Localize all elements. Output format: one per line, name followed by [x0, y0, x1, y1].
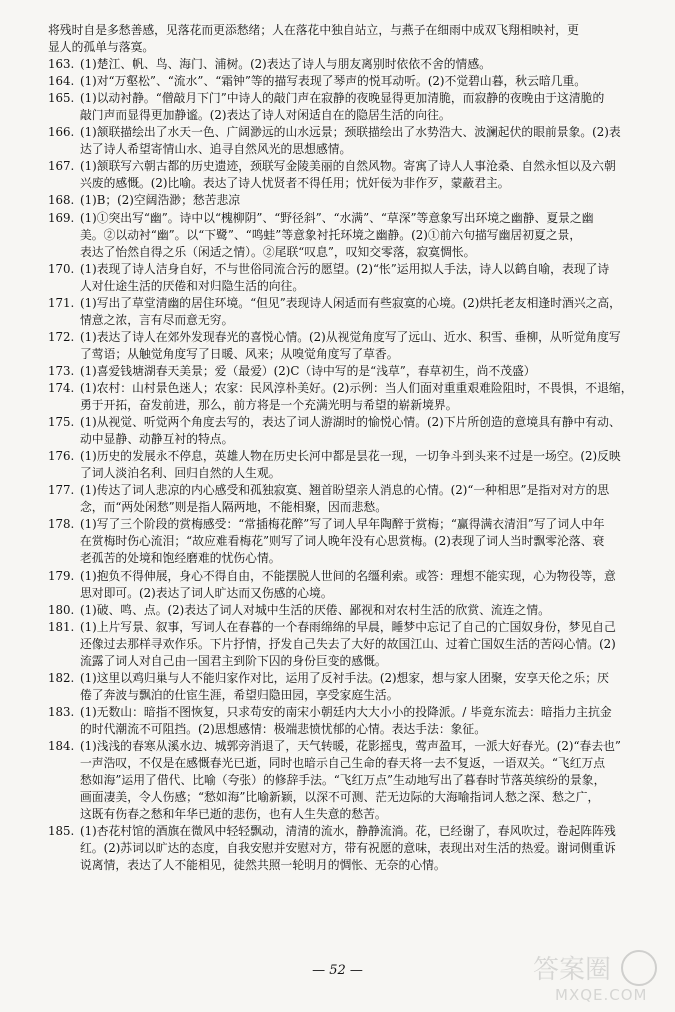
- answer-line: 敲门声而显得更加静谧。(2)表达了诗人对闲适自在的隐居生活的向往。: [80, 108, 451, 123]
- answer-list: [48, 56, 648, 874]
- answer-line: 说离情，表达了人不能相见，徒然共照一轮明月的惆怅、无奈的心情。: [80, 858, 446, 873]
- answer-line: 思对即可。(2)表达了词人旷达而又伤感的心境。: [80, 585, 333, 600]
- answer-line: 了词人淡泊名利、回归自然的人生观。: [80, 466, 281, 481]
- answer-line: (1)从视觉、听觉两个角度去写的，表达了词人游湖时的愉悦心情。(2)下片所创造的意境具有静中有动、: [80, 415, 621, 430]
- answer-line: 人对仕途生活的厌倦和对归隐生活的向往。: [80, 278, 305, 293]
- watermark-url: MXQE.COM: [555, 986, 648, 1004]
- answer-line: 画面凄美，令人伤感；“愁如海”比喻新颖，以深不可测、茫无边际的大海喻指词人愁之深、愁之广，: [80, 790, 600, 805]
- answer-number: 167.: [48, 159, 75, 174]
- answer-line: (1)杏花村馆的酒旗在微风中轻轻飘动，清清的流水，静静流淌。花，已经谢了，春风吹过，卷起阵阵残: [80, 824, 616, 839]
- answer-item: [48, 210, 648, 261]
- answer-line: (1)写出了草堂清幽的居住环境。“但见”表现诗人闲适而有些寂寞的心境。(2)烘托老友相逢时酒兴之高，: [80, 295, 621, 310]
- answer-number: 163.: [48, 57, 75, 72]
- answer-line: 老孤苦的处境和饱经磨难的忧伤心情。: [80, 551, 281, 566]
- answer-line: (1)农村：山村景色迷人；农家：民风淳朴美好。(2)示例：当人们面对重重艰难险阻时，不畏惧，不退缩，: [80, 380, 633, 395]
- answer-number: 168.: [48, 193, 75, 208]
- answer-item: [48, 568, 648, 602]
- answer-line: (1)①突出写“幽”。诗中以“槐柳阴”、“野径斜”、“水满”、“草深”等意象写出环境之幽静、夏景之幽: [80, 210, 594, 225]
- answer-number: 183.: [48, 704, 75, 719]
- watermark-text: 答案圈: [533, 955, 612, 985]
- answer-item: [48, 192, 648, 209]
- answer-line: (1)B；(2)空阔浩渺；愁苦悲凉: [80, 193, 241, 208]
- answer-number: 178.: [48, 517, 75, 532]
- answer-page: [48, 22, 648, 874]
- continuation-block: [48, 22, 648, 56]
- answer-number: 165.: [48, 91, 75, 106]
- answer-item: [48, 329, 648, 363]
- answer-number: 181.: [48, 619, 75, 634]
- continuation-line: 显人的孤单与落寞。: [48, 40, 155, 55]
- answer-line: (1)写了三个阶段的赏梅感受：“常插梅花醉”写了词人早年陶醉于赏梅；“赢得满衣清泪”写了词人中年: [80, 517, 605, 532]
- answer-line: 流露了词人对自己由一国君主到阶下囚的身份巨变的感慨。: [80, 653, 387, 668]
- answer-line: (1)楚江、帆、鸟、海门、浦树。(2)表达了诗人与朋友离别时依依不舍的情感。: [80, 57, 491, 72]
- answer-item: [48, 823, 648, 874]
- answer-number: 172.: [48, 329, 75, 344]
- page-number: — 52 —: [312, 963, 363, 978]
- answer-item: [48, 414, 648, 448]
- answer-line: (1)以动衬静。“僧敲月下门”中诗人的敲门声在寂静的夜晚显得更加清脆，而寂静的夜晚由于这清脆的: [80, 91, 605, 106]
- answer-item: [48, 56, 648, 73]
- answer-line: 倦了奔波与飘泊的仕宦生涯，希望归隐田园，享受家庭生活。: [80, 687, 399, 702]
- answer-line: 兴废的感慨。(2)比喻。表达了诗人忧贤者不得任用；忧奸佞为非作歹，蒙蔽君主。: [80, 176, 510, 191]
- answer-line: 勇于开拓，奋发前进，那么，前方将是一个充满光明与希望的崭新境界。: [80, 398, 458, 413]
- answer-number: 176.: [48, 449, 75, 464]
- continuation-line: 将残时自是多愁善感，见落花而更添愁绪；人在落花中独自站立，与燕子在细雨中成双飞翔相映衬，更: [48, 23, 579, 37]
- answer-line: (1)浅浅的春寒从溪水边、城郭旁消退了，天气转暖，花影摇曳，莺声盈耳，一派大好春光。(2)“春去也”: [80, 738, 621, 753]
- answer-item: [48, 158, 648, 192]
- answer-item: [48, 124, 648, 158]
- answer-item: [48, 90, 648, 124]
- answer-item: [48, 295, 648, 329]
- answer-line: 了莺语；从触觉角度写了日暖、风来；从嗅觉角度写了草香。: [80, 346, 399, 361]
- answer-number: 170.: [48, 261, 75, 276]
- answer-item: [48, 619, 648, 670]
- answer-item: [48, 738, 648, 823]
- answer-number: 175.: [48, 415, 75, 430]
- answer-line: (1)这里以鸡归巢与人不能归家作对比，运用了反衬手法。(2)想家，想与家人团聚，安享天伦之乐；厌: [80, 670, 609, 685]
- answer-line: 还像过去那样寻欢作乐。下片抒情，抒发自己失去了大好的故国江山、过着亡国奴生活的苦闷心情。(2): [80, 636, 616, 651]
- answer-item: [48, 363, 648, 380]
- answer-item: [48, 261, 648, 295]
- answer-item: [48, 73, 648, 90]
- answer-line: (1)表现了诗人洁身自好，不与世俗同流合污的愿望。(2)“怅”运用拟人手法，诗人以鹤自喻，表现了诗: [80, 261, 610, 276]
- answer-line: (1)上片写景、叙事，写词人在春暮的一个春雨绵绵的早晨，睡梦中忘记了自己的亡国奴身份，梦见自己: [80, 619, 616, 634]
- answer-number: 166.: [48, 125, 75, 140]
- answer-line: 这既有伤春之愁和年华已逝的悲伤，也有人生失意的愁苦。: [80, 807, 387, 822]
- answer-line: (1)颔联描绘出了水天一色、广阔渺远的山水远景；颈联描绘出了水势浩大、波澜起伏的眼前景象。(2)表: [80, 125, 621, 140]
- answer-item: [48, 704, 648, 738]
- answer-line: (1)无数山：暗指不图恢复，只求苟安的南宋小朝廷内大大小小的投降派。/ 毕竟东流去：暗指力主抗金: [80, 704, 612, 719]
- answer-item: [48, 602, 648, 619]
- answer-line: (1)抱负不得伸展，身心不得自由，不能摆脱人世间的名缰利索。或答：理想不能实现，心为物役等，意: [80, 568, 616, 583]
- answer-line: 表达了怡然自得之乐（闲适之情）。②尾联“叹息”，叹知交零落，寂寞惆怅。: [80, 244, 476, 259]
- watermark-logo: [527, 948, 667, 1006]
- answer-number: 185.: [48, 824, 75, 839]
- answer-item: [48, 516, 648, 567]
- answer-number: 184.: [48, 738, 75, 753]
- answer-line: 念，而“两处闲愁”则是指人隔两地，不能相聚，因而悲愁。: [80, 500, 387, 515]
- answer-line: (1)传达了词人悲凉的内心感受和孤独寂寞、翘首盼望亲人消息的心情。(2)“一种相思”是指对对方的思: [80, 483, 610, 498]
- answer-line: 的时代潮流不可阻挡。(2)思想感情：极端悲愤忧郁的心情。表达手法：象征。: [80, 721, 487, 736]
- answer-line: 情意之浓，言有尽而意无穷。: [80, 312, 234, 327]
- answer-number: 173.: [48, 363, 75, 378]
- answer-line: (1)表达了诗人在郊外发现春光的喜悦心情。(2)从视觉角度写了远山、近水、积雪、垂柳，从听觉角度写: [80, 329, 621, 344]
- answer-line: 愁如海”运用了借代、比喻（夸张）的修辞手法。“飞红万点”生动地写出了暮春时节落英缤纷的景象，: [80, 773, 606, 788]
- answer-line: (1)历史的发展永不停息，英雄人物在历史长河中都是昙花一现，一切争斗到头来不过是一场空。(2)反映: [80, 449, 621, 464]
- answer-item: [48, 448, 648, 482]
- answer-number: 171.: [48, 295, 75, 310]
- answer-line: 红。(2)苏词以旷达的态度，自我安慰并安慰对方，带有祝愿的意味，表现出对生活的热爱。谢词侧重诉: [80, 841, 616, 856]
- answer-number: 169.: [48, 210, 75, 225]
- answer-line: 达了诗人希望寄情山水、追寻自然风光的思想感情。: [80, 142, 352, 157]
- answer-number: 182.: [48, 670, 75, 685]
- answer-number: 174.: [48, 380, 75, 395]
- answer-line: (1)颔联写六朝古都的历史遗迹，颈联写金陵美丽的自然风物。寄寓了诗人人事沧桑、自然永恒以及六朝: [80, 159, 616, 174]
- answer-item: [48, 482, 648, 516]
- answer-number: 164.: [48, 74, 75, 89]
- answer-line: 一声浩叹，不仅是在感慨春光已逝，同时也暗示自己生命的春天将一去不复返，一语双关。“飞红万点: [80, 756, 606, 771]
- answer-number: 179.: [48, 568, 75, 583]
- answer-line: (1)破、鸣、点。(2)表达了词人对城中生活的厌倦、鄙视和对农村生活的欣赏、流连之情。: [80, 602, 550, 617]
- answer-line: 在赏梅时伤心流泪；“故应难看梅花”则写了词人晚年没有心思赏梅。(2)表现了词人当时飘零沦落、衰: [80, 534, 605, 549]
- answer-item: [48, 670, 648, 704]
- answer-number: 177.: [48, 483, 75, 498]
- answer-line: 美。②以动衬“幽”。以“下鹭”、“鸣蛙”等意象衬托环境之幽静。(2)①前六句描写幽居初夏之景，: [80, 227, 582, 242]
- answer-number: 180.: [48, 602, 75, 617]
- answer-line: (1)喜爱钱塘湖春天美景；爱（最爱）(2)C（诗中写的是“浅草”，春草初生，尚不茂盛）: [80, 363, 536, 378]
- answer-line: 动中显静、动静互衬的特点。: [80, 432, 234, 447]
- answer-item: [48, 380, 648, 414]
- answer-line: (1)对“万壑松”、“流水”、“霜钟”等的描写表现了琴声的悦耳动听。(2)不觉碧山暮，秋云暗几重。: [80, 74, 587, 89]
